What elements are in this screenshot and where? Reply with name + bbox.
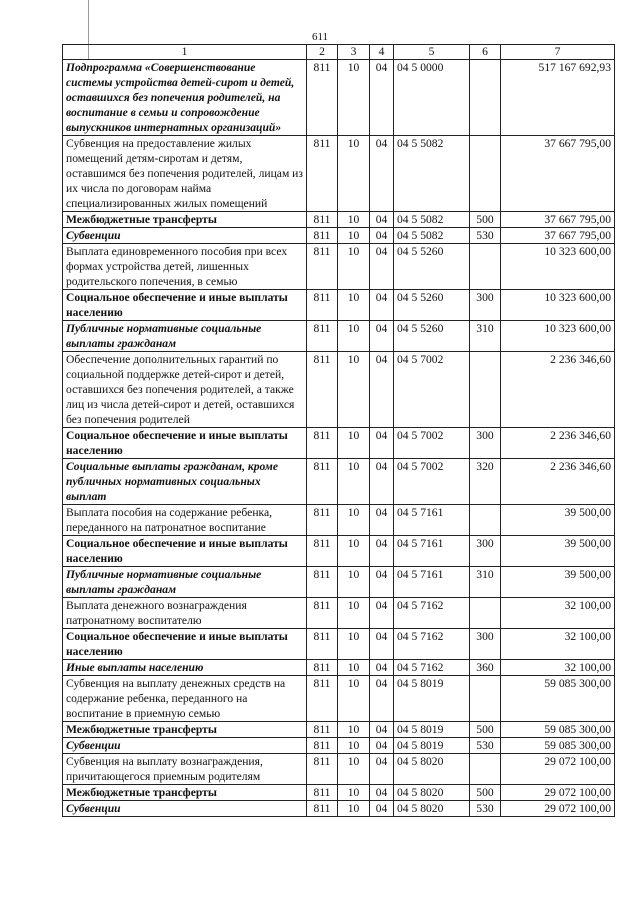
section-cell: 10 bbox=[338, 738, 370, 754]
subsection-cell: 04 bbox=[370, 60, 394, 136]
ministry-code-cell: 811 bbox=[307, 536, 338, 567]
subsection-cell: 04 bbox=[370, 212, 394, 228]
ministry-code-cell: 811 bbox=[307, 428, 338, 459]
expense-type-cell: 300 bbox=[470, 536, 501, 567]
header-cell: 7 bbox=[501, 45, 615, 60]
expense-type-cell: 530 bbox=[470, 801, 501, 817]
row-name-cell: Выплата пособия на содержание ребенка, переданного на патронатное воспитание bbox=[63, 505, 307, 536]
amount-cell: 37 667 795,00 bbox=[501, 136, 615, 212]
table-row bbox=[63, 244, 615, 290]
row-name-cell: Социальное обеспечение и иные выплаты населению bbox=[63, 290, 307, 321]
subsection-cell: 04 bbox=[370, 722, 394, 738]
target-article-cell: 04 5 7162 bbox=[394, 660, 470, 676]
table-row bbox=[63, 676, 615, 722]
expense-type-cell bbox=[470, 505, 501, 536]
amount-cell: 39 500,00 bbox=[501, 505, 615, 536]
ministry-code-cell: 811 bbox=[307, 629, 338, 660]
row-name-cell: Межбюджетные трансферты bbox=[63, 212, 307, 228]
row-name-cell: Социальные выплаты гражданам, кроме публичных нормативных социальных выплат bbox=[63, 459, 307, 505]
amount-cell: 29 072 100,00 bbox=[501, 754, 615, 785]
header-cell: 4 bbox=[370, 45, 394, 60]
table-row bbox=[63, 428, 615, 459]
amount-cell: 10 323 600,00 bbox=[501, 290, 615, 321]
subsection-cell: 04 bbox=[370, 321, 394, 352]
target-article-cell: 04 5 8020 bbox=[394, 801, 470, 817]
subsection-cell: 04 bbox=[370, 754, 394, 785]
expense-type-cell: 500 bbox=[470, 722, 501, 738]
expense-type-cell: 530 bbox=[470, 228, 501, 244]
section-cell: 10 bbox=[338, 212, 370, 228]
ministry-code-cell: 811 bbox=[307, 212, 338, 228]
table-row bbox=[63, 660, 615, 676]
target-article-cell: 04 5 8020 bbox=[394, 754, 470, 785]
ministry-code-cell: 811 bbox=[307, 505, 338, 536]
row-name-cell: Социальное обеспечение и иные выплаты населению bbox=[63, 629, 307, 660]
subsection-cell: 04 bbox=[370, 290, 394, 321]
table-row bbox=[63, 60, 615, 136]
expense-type-cell bbox=[470, 352, 501, 428]
amount-cell: 37 667 795,00 bbox=[501, 212, 615, 228]
table-row bbox=[63, 785, 615, 801]
target-article-cell: 04 5 7162 bbox=[394, 629, 470, 660]
row-name-cell: Субвенции bbox=[63, 228, 307, 244]
row-name-cell: Выплата единовременного пособия при всех формах устройства детей, лишенных родительского попечения, в семью bbox=[63, 244, 307, 290]
subsection-cell: 04 bbox=[370, 567, 394, 598]
expense-type-cell bbox=[470, 244, 501, 290]
header-cell: 5 bbox=[394, 45, 470, 60]
section-cell: 10 bbox=[338, 244, 370, 290]
target-article-cell: 04 5 5082 bbox=[394, 228, 470, 244]
ministry-code-cell: 811 bbox=[307, 60, 338, 136]
expense-type-cell: 310 bbox=[470, 567, 501, 598]
table-row bbox=[63, 722, 615, 738]
header-row bbox=[63, 45, 615, 60]
ministry-code-cell: 811 bbox=[307, 722, 338, 738]
subsection-cell: 04 bbox=[370, 228, 394, 244]
table-row bbox=[63, 459, 615, 505]
section-cell: 10 bbox=[338, 785, 370, 801]
section-cell: 10 bbox=[338, 428, 370, 459]
ministry-code-cell: 811 bbox=[307, 785, 338, 801]
table-row bbox=[63, 136, 615, 212]
target-article-cell: 04 5 7002 bbox=[394, 459, 470, 505]
expense-type-cell: 530 bbox=[470, 738, 501, 754]
expense-type-cell bbox=[470, 754, 501, 785]
page-number: 611 bbox=[311, 31, 329, 43]
target-article-cell: 04 5 7161 bbox=[394, 505, 470, 536]
target-article-cell: 04 5 8020 bbox=[394, 785, 470, 801]
ministry-code-cell: 811 bbox=[307, 754, 338, 785]
amount-cell: 2 236 346,60 bbox=[501, 459, 615, 505]
target-article-cell: 04 5 5082 bbox=[394, 212, 470, 228]
row-name-cell: Социальное обеспечение и иные выплаты населению bbox=[63, 536, 307, 567]
section-cell: 10 bbox=[338, 536, 370, 567]
row-name-cell: Межбюджетные трансферты bbox=[63, 722, 307, 738]
table-row bbox=[63, 598, 615, 629]
amount-cell: 32 100,00 bbox=[501, 660, 615, 676]
subsection-cell: 04 bbox=[370, 738, 394, 754]
section-cell: 10 bbox=[338, 459, 370, 505]
section-cell: 10 bbox=[338, 321, 370, 352]
ministry-code-cell: 811 bbox=[307, 676, 338, 722]
amount-cell: 29 072 100,00 bbox=[501, 785, 615, 801]
subsection-cell: 04 bbox=[370, 505, 394, 536]
table-row bbox=[63, 536, 615, 567]
expense-type-cell: 300 bbox=[470, 629, 501, 660]
ministry-code-cell: 811 bbox=[307, 660, 338, 676]
section-cell: 10 bbox=[338, 676, 370, 722]
row-name-cell: Подпрограмма «Совершенствование системы устройства детей-сирот и детей, оставшихся без попечения родителей, на воспитание в семьи и сопровождение выпускников интернатных организаций» bbox=[63, 60, 307, 136]
subsection-cell: 04 bbox=[370, 136, 394, 212]
subsection-cell: 04 bbox=[370, 785, 394, 801]
expense-type-cell: 300 bbox=[470, 290, 501, 321]
ministry-code-cell: 811 bbox=[307, 459, 338, 505]
ministry-code-cell: 811 bbox=[307, 738, 338, 754]
table-row bbox=[63, 505, 615, 536]
expense-type-cell: 320 bbox=[470, 459, 501, 505]
row-name-cell: Субвенция на выплату вознаграждения, причитающегося приемным родителям bbox=[63, 754, 307, 785]
ministry-code-cell: 811 bbox=[307, 244, 338, 290]
table-row bbox=[63, 228, 615, 244]
header-cell: 3 bbox=[338, 45, 370, 60]
section-cell: 10 bbox=[338, 505, 370, 536]
ministry-code-cell: 811 bbox=[307, 567, 338, 598]
target-article-cell: 04 5 8019 bbox=[394, 722, 470, 738]
subsection-cell: 04 bbox=[370, 801, 394, 817]
row-name-cell: Иные выплаты населению bbox=[63, 660, 307, 676]
section-cell: 10 bbox=[338, 801, 370, 817]
ministry-code-cell: 811 bbox=[307, 801, 338, 817]
amount-cell: 37 667 795,00 bbox=[501, 228, 615, 244]
target-article-cell: 04 5 8019 bbox=[394, 738, 470, 754]
section-cell: 10 bbox=[338, 660, 370, 676]
expense-type-cell bbox=[470, 676, 501, 722]
amount-cell: 32 100,00 bbox=[501, 629, 615, 660]
target-article-cell: 04 5 5260 bbox=[394, 244, 470, 290]
table-row bbox=[63, 212, 615, 228]
subsection-cell: 04 bbox=[370, 676, 394, 722]
table-row bbox=[63, 754, 615, 785]
target-article-cell: 04 5 7002 bbox=[394, 352, 470, 428]
row-name-cell: Публичные нормативные социальные выплаты гражданам bbox=[63, 321, 307, 352]
target-article-cell: 04 5 8019 bbox=[394, 676, 470, 722]
section-cell: 10 bbox=[338, 290, 370, 321]
ministry-code-cell: 811 bbox=[307, 321, 338, 352]
target-article-cell: 04 5 7161 bbox=[394, 536, 470, 567]
subsection-cell: 04 bbox=[370, 660, 394, 676]
row-name-cell: Обеспечение дополнительных гарантий по социальной поддержке детей-сирот и детей, оставшихся без попечения родителей, а также лиц из числа детей-сирот и детей, оставшихся без попечения родителей bbox=[63, 352, 307, 428]
row-name-cell: Выплата денежного вознаграждения патронатному воспитателю bbox=[63, 598, 307, 629]
row-name-cell: Субвенция на выплату денежных средств на содержание ребенка, переданного на воспитание в приемную семью bbox=[63, 676, 307, 722]
expense-type-cell: 300 bbox=[470, 428, 501, 459]
table-row bbox=[63, 567, 615, 598]
amount-cell: 59 085 300,00 bbox=[501, 722, 615, 738]
expense-type-cell: 500 bbox=[470, 785, 501, 801]
expense-type-cell: 310 bbox=[470, 321, 501, 352]
section-cell: 10 bbox=[338, 352, 370, 428]
ministry-code-cell: 811 bbox=[307, 136, 338, 212]
subsection-cell: 04 bbox=[370, 459, 394, 505]
table-row bbox=[63, 738, 615, 754]
row-name-cell: Субвенция на предоставление жилых помещений детям-сиротам и детям, оставшимся без попечения родителей, лицам из их числа по договорам найма специализированных жилых помещений bbox=[63, 136, 307, 212]
header-cell: 6 bbox=[470, 45, 501, 60]
expense-type-cell bbox=[470, 598, 501, 629]
table-row bbox=[63, 290, 615, 321]
amount-cell: 517 167 692,93 bbox=[501, 60, 615, 136]
target-article-cell: 04 5 0000 bbox=[394, 60, 470, 136]
section-cell: 10 bbox=[338, 598, 370, 629]
amount-cell: 2 236 346,60 bbox=[501, 352, 615, 428]
table-row bbox=[63, 801, 615, 817]
subsection-cell: 04 bbox=[370, 598, 394, 629]
subsection-cell: 04 bbox=[370, 629, 394, 660]
header-cell: 2 bbox=[307, 45, 338, 60]
amount-cell: 59 085 300,00 bbox=[501, 676, 615, 722]
budget-table bbox=[62, 44, 615, 817]
amount-cell: 2 236 346,60 bbox=[501, 428, 615, 459]
amount-cell: 10 323 600,00 bbox=[501, 244, 615, 290]
section-cell: 10 bbox=[338, 567, 370, 598]
target-article-cell: 04 5 5260 bbox=[394, 321, 470, 352]
header-cell: 1 bbox=[63, 45, 307, 60]
section-cell: 10 bbox=[338, 136, 370, 212]
amount-cell: 32 100,00 bbox=[501, 598, 615, 629]
row-name-cell: Субвенции bbox=[63, 801, 307, 817]
expense-type-cell bbox=[470, 136, 501, 212]
subsection-cell: 04 bbox=[370, 536, 394, 567]
amount-cell: 39 500,00 bbox=[501, 567, 615, 598]
target-article-cell: 04 5 7162 bbox=[394, 598, 470, 629]
row-name-cell: Публичные нормативные социальные выплаты гражданам bbox=[63, 567, 307, 598]
row-name-cell: Социальное обеспечение и иные выплаты населению bbox=[63, 428, 307, 459]
ministry-code-cell: 811 bbox=[307, 352, 338, 428]
table-row bbox=[63, 321, 615, 352]
section-cell: 10 bbox=[338, 228, 370, 244]
ministry-code-cell: 811 bbox=[307, 598, 338, 629]
amount-cell: 29 072 100,00 bbox=[501, 801, 615, 817]
section-cell: 10 bbox=[338, 754, 370, 785]
row-name-cell: Субвенции bbox=[63, 738, 307, 754]
subsection-cell: 04 bbox=[370, 244, 394, 290]
target-article-cell: 04 5 5260 bbox=[394, 290, 470, 321]
subsection-cell: 04 bbox=[370, 428, 394, 459]
expense-type-cell: 360 bbox=[470, 660, 501, 676]
row-name-cell: Межбюджетные трансферты bbox=[63, 785, 307, 801]
target-article-cell: 04 5 5082 bbox=[394, 136, 470, 212]
subsection-cell: 04 bbox=[370, 352, 394, 428]
section-cell: 10 bbox=[338, 722, 370, 738]
amount-cell: 39 500,00 bbox=[501, 536, 615, 567]
section-cell: 10 bbox=[338, 629, 370, 660]
table-row bbox=[63, 629, 615, 660]
target-article-cell: 04 5 7161 bbox=[394, 567, 470, 598]
table-row bbox=[63, 352, 615, 428]
ministry-code-cell: 811 bbox=[307, 228, 338, 244]
amount-cell: 59 085 300,00 bbox=[501, 738, 615, 754]
section-cell: 10 bbox=[338, 60, 370, 136]
expense-type-cell: 500 bbox=[470, 212, 501, 228]
amount-cell: 10 323 600,00 bbox=[501, 321, 615, 352]
target-article-cell: 04 5 7002 bbox=[394, 428, 470, 459]
expense-type-cell bbox=[470, 60, 501, 136]
ministry-code-cell: 811 bbox=[307, 290, 338, 321]
